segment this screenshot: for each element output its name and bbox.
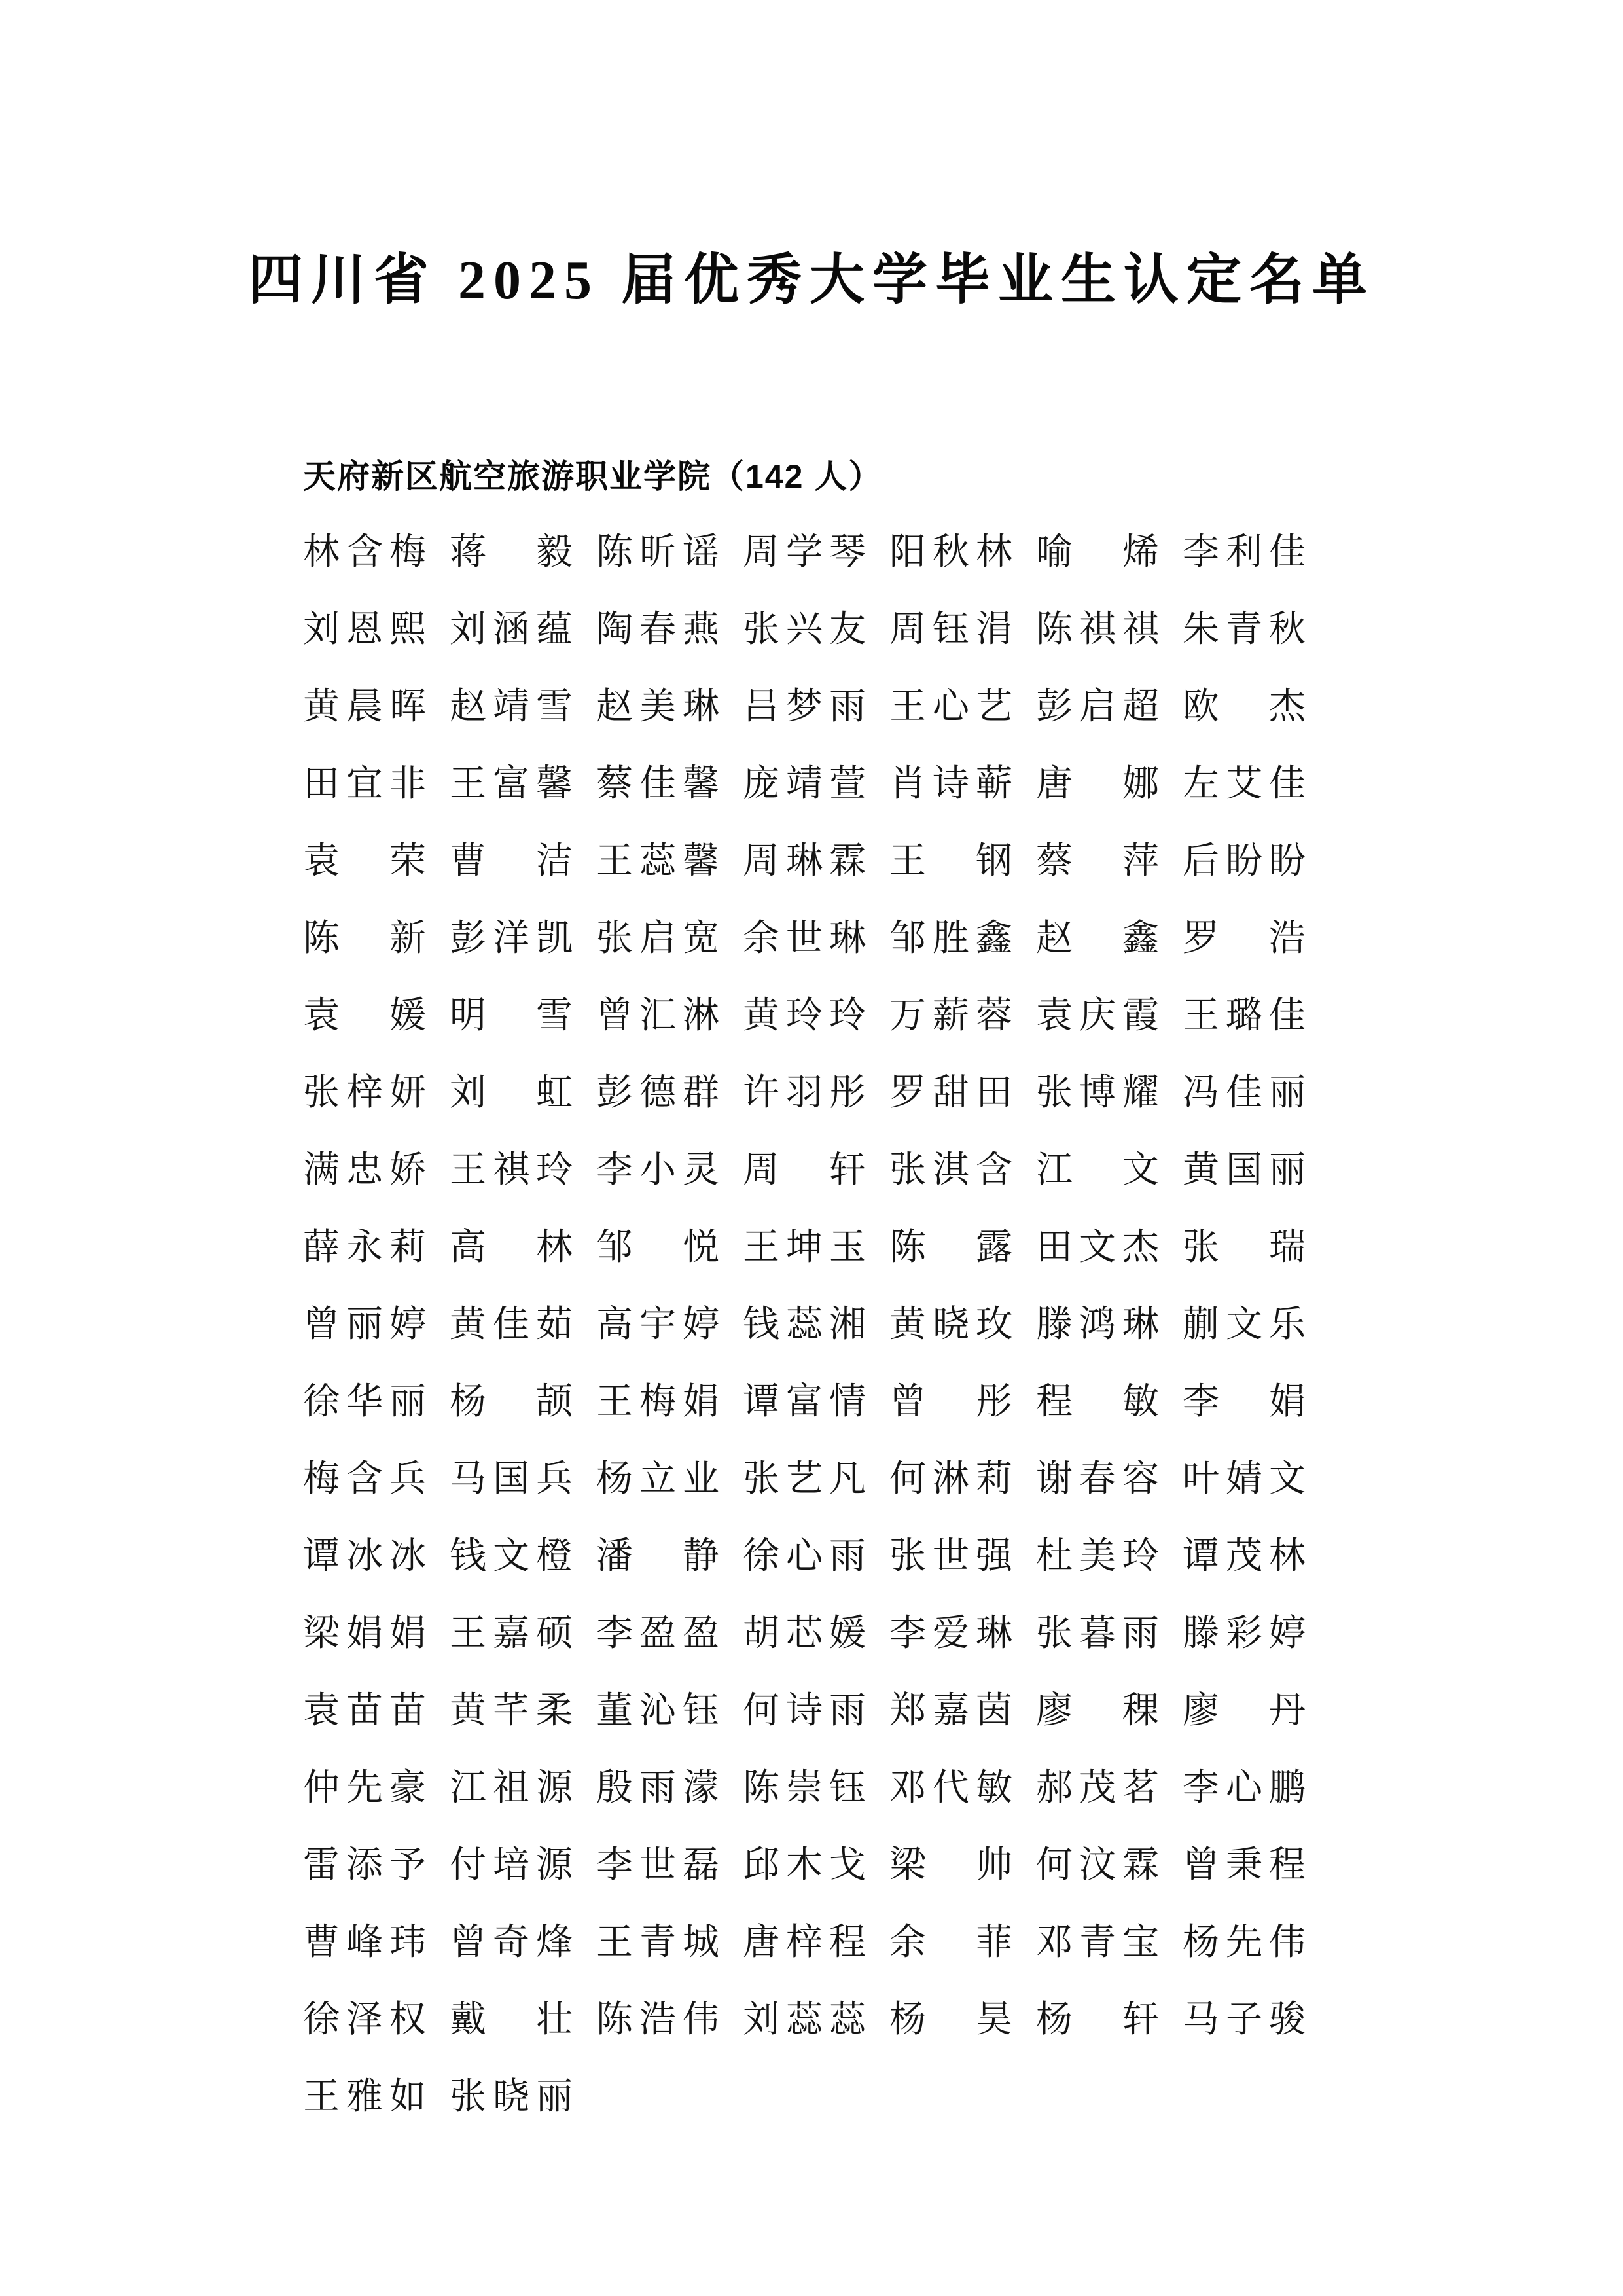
graduate-name: 黄佳茹 [450, 1304, 579, 1345]
graduate-name: 冯佳丽 [1183, 1073, 1312, 1113]
graduate-name: 左艾佳 [1183, 764, 1312, 804]
name-row [303, 1592, 1363, 1669]
graduate-name: 杨先伟 [1183, 1922, 1312, 1963]
graduate-name: 周 轩 [743, 1150, 872, 1191]
name-row [303, 819, 1363, 897]
graduate-name: 高宇婷 [596, 1304, 726, 1345]
name-row [303, 665, 1363, 742]
graduate-name: 张兴友 [743, 609, 872, 650]
graduate-name: 徐心雨 [743, 1536, 872, 1577]
graduate-name: 余 菲 [889, 1922, 1019, 1963]
graduate-name: 廖 稞 [1036, 1691, 1166, 1731]
graduate-name: 吕梦雨 [743, 687, 872, 727]
graduate-name: 谭冰冰 [303, 1536, 433, 1577]
graduate-name: 王祺玲 [450, 1150, 579, 1191]
graduate-name: 赵 鑫 [1036, 918, 1166, 959]
graduate-name: 庞靖萱 [743, 764, 872, 804]
graduate-name: 唐 娜 [1036, 764, 1166, 804]
graduate-name: 李心鹏 [1183, 1768, 1312, 1808]
graduate-name: 何诗雨 [743, 1691, 872, 1731]
graduate-name: 明 雪 [450, 996, 579, 1036]
graduate-name: 殷雨濛 [596, 1768, 726, 1808]
graduate-name: 邱木戈 [743, 1845, 872, 1886]
graduate-name: 李利佳 [1183, 532, 1312, 573]
name-row [303, 1746, 1363, 1823]
graduate-name: 陈浩伟 [596, 2000, 726, 2040]
graduate-name: 廖 丹 [1183, 1691, 1312, 1731]
graduate-name: 杨 轩 [1036, 2000, 1166, 2040]
graduate-name: 赵靖雪 [450, 687, 579, 727]
graduate-name: 郑嘉茵 [889, 1691, 1019, 1731]
graduate-name: 唐梓程 [743, 1922, 872, 1963]
name-row [303, 1360, 1363, 1437]
graduate-name: 徐泽权 [303, 2000, 433, 2040]
graduate-name: 朱青秋 [1183, 609, 1312, 650]
graduate-name: 许羽彤 [743, 1073, 872, 1113]
graduate-name: 王蕊馨 [596, 841, 726, 882]
graduate-name: 袁 荣 [303, 841, 433, 882]
graduate-name: 董沁钰 [596, 1691, 726, 1731]
name-row [303, 1669, 1363, 1746]
graduate-name: 黄玲玲 [743, 996, 872, 1036]
graduate-name: 杨立业 [596, 1459, 726, 1499]
graduate-name: 徐华丽 [303, 1382, 433, 1422]
graduate-name: 陈崇钰 [743, 1768, 872, 1808]
graduate-name: 后盼盼 [1183, 841, 1312, 882]
graduate-name: 罗 浩 [1183, 918, 1312, 959]
graduate-name: 曾 彤 [889, 1382, 1019, 1422]
name-row [303, 742, 1363, 819]
graduate-name: 胡芯媛 [743, 1613, 872, 1654]
graduate-name: 喻 烯 [1036, 532, 1166, 573]
graduate-name: 王 钢 [889, 841, 1019, 882]
graduate-name: 陈祺祺 [1036, 609, 1166, 650]
graduate-name: 张世强 [889, 1536, 1019, 1577]
graduate-name: 曾汇淋 [596, 996, 726, 1036]
graduate-name: 潘 静 [596, 1536, 726, 1577]
graduate-name: 刘涵蕴 [450, 609, 579, 650]
graduate-name: 曾丽婷 [303, 1304, 433, 1345]
graduate-name: 曾秉程 [1183, 1845, 1312, 1886]
graduate-name: 高 林 [450, 1227, 579, 1268]
graduate-name: 张梓妍 [303, 1073, 433, 1113]
graduate-name: 江祖源 [450, 1768, 579, 1808]
name-row [303, 511, 1363, 588]
name-row [303, 2055, 1363, 2132]
graduate-name: 滕彩婷 [1183, 1613, 1312, 1654]
graduate-name: 江 文 [1036, 1150, 1166, 1191]
graduate-name: 黄国丽 [1183, 1150, 1312, 1191]
graduate-name: 钱文橙 [450, 1536, 579, 1577]
name-row [303, 1206, 1363, 1283]
graduate-name: 王青城 [596, 1922, 726, 1963]
graduate-name: 张启宽 [596, 918, 726, 959]
graduate-name: 张淇含 [889, 1150, 1019, 1191]
graduate-name: 薛永莉 [303, 1227, 433, 1268]
graduate-name: 杨 昊 [889, 2000, 1019, 2040]
graduate-name: 袁苗苗 [303, 1691, 433, 1731]
graduate-name: 邹胜鑫 [889, 918, 1019, 959]
graduate-name: 周学琴 [743, 532, 872, 573]
graduate-name: 马子骏 [1183, 2000, 1312, 2040]
graduate-name: 王坤玉 [743, 1227, 872, 1268]
graduate-name: 罗甜田 [889, 1073, 1019, 1113]
graduate-name: 彭洋凯 [450, 918, 579, 959]
graduate-name: 王梅娟 [596, 1382, 726, 1422]
graduate-name: 邹 悦 [596, 1227, 726, 1268]
graduate-name: 蔡佳馨 [596, 764, 726, 804]
graduate-name: 蔡 萍 [1036, 841, 1166, 882]
graduate-name: 张暮雨 [1036, 1613, 1166, 1654]
graduate-name: 袁庆霞 [1036, 996, 1166, 1036]
graduate-name: 戴 壮 [450, 2000, 579, 2040]
name-row [303, 897, 1363, 974]
graduate-name: 谢春容 [1036, 1459, 1166, 1499]
graduate-name: 周琳霖 [743, 841, 872, 882]
graduate-name: 王嘉硕 [450, 1613, 579, 1654]
graduate-name: 赵美琳 [596, 687, 726, 727]
graduate-name: 滕鸿琳 [1036, 1304, 1166, 1345]
name-row [303, 1437, 1363, 1515]
graduate-name: 袁 媛 [303, 996, 433, 1036]
school-section-heading: 天府新区航空旅游职业学院（142 人） [303, 458, 883, 495]
graduate-name: 陈昕谣 [596, 532, 726, 573]
graduate-name: 李 娟 [1183, 1382, 1312, 1422]
graduate-name: 付培源 [450, 1845, 579, 1886]
graduate-name: 王璐佳 [1183, 996, 1312, 1036]
graduate-name: 曹峰玮 [303, 1922, 433, 1963]
graduate-name: 谭茂林 [1183, 1536, 1312, 1577]
graduate-name: 张 瑞 [1183, 1227, 1312, 1268]
graduate-name: 王雅如 [303, 2077, 433, 2117]
name-row [303, 1978, 1363, 2055]
graduate-name: 阳秋林 [889, 532, 1019, 573]
graduate-name: 田宜非 [303, 764, 433, 804]
graduate-name: 欧 杰 [1183, 687, 1312, 727]
graduate-name: 雷添予 [303, 1845, 433, 1886]
graduate-name: 邓青宝 [1036, 1922, 1166, 1963]
graduate-name: 田文杰 [1036, 1227, 1166, 1268]
name-row [303, 588, 1363, 665]
graduate-name: 刘 虹 [450, 1073, 579, 1113]
graduate-name: 谭富情 [743, 1382, 872, 1422]
graduate-name: 满忠娇 [303, 1150, 433, 1191]
graduate-name: 肖诗蕲 [889, 764, 1019, 804]
graduate-name: 仲先豪 [303, 1768, 433, 1808]
graduate-name-grid [303, 511, 1363, 2132]
graduate-name: 李小灵 [596, 1150, 726, 1191]
graduate-name: 李世磊 [596, 1845, 726, 1886]
graduate-name: 王心艺 [889, 687, 1019, 727]
graduate-name: 何汶霖 [1036, 1845, 1166, 1886]
graduate-name: 梅含兵 [303, 1459, 433, 1499]
graduate-name: 周钰涓 [889, 609, 1019, 650]
graduate-name: 蒯文乐 [1183, 1304, 1312, 1345]
graduate-name: 张艺凡 [743, 1459, 872, 1499]
graduate-name: 彭启超 [1036, 687, 1166, 727]
name-row [303, 1823, 1363, 1901]
graduate-name: 李爱琳 [889, 1613, 1019, 1654]
graduate-name: 万薪蓉 [889, 996, 1019, 1036]
name-row [303, 1901, 1363, 1978]
name-row [303, 1051, 1363, 1128]
name-row [303, 974, 1363, 1051]
graduate-name: 张晓丽 [450, 2077, 579, 2117]
graduate-name: 曹 洁 [450, 841, 579, 882]
graduate-name: 陶春燕 [596, 609, 726, 650]
graduate-name: 林含梅 [303, 532, 433, 573]
graduate-name: 曾奇烽 [450, 1922, 579, 1963]
graduate-name: 梁娟娟 [303, 1613, 433, 1654]
graduate-name: 王富馨 [450, 764, 579, 804]
graduate-name: 钱蕊湘 [743, 1304, 872, 1345]
graduate-name: 邓代敏 [889, 1768, 1019, 1808]
graduate-name: 刘蕊蕊 [743, 2000, 872, 2040]
graduate-name: 黄芊柔 [450, 1691, 579, 1731]
name-row [303, 1515, 1363, 1592]
graduate-name: 何淋莉 [889, 1459, 1019, 1499]
graduate-name: 余世琳 [743, 918, 872, 959]
name-row [303, 1283, 1363, 1360]
page-title: 四川省 2025 届优秀大学毕业生认定名单 [247, 250, 1375, 311]
graduate-name: 李盈盈 [596, 1613, 726, 1654]
graduate-name: 黄晨晖 [303, 687, 433, 727]
graduate-name: 郝茂茗 [1036, 1768, 1166, 1808]
graduate-name: 程 敏 [1036, 1382, 1166, 1422]
graduate-name: 陈 露 [889, 1227, 1019, 1268]
graduate-name: 叶婧文 [1183, 1459, 1312, 1499]
graduate-name: 杨 颉 [450, 1382, 579, 1422]
graduate-name: 黄晓玫 [889, 1304, 1019, 1345]
graduate-name: 陈 新 [303, 918, 433, 959]
name-row [303, 1128, 1363, 1206]
graduate-name: 张博耀 [1036, 1073, 1166, 1113]
graduate-name: 杜美玲 [1036, 1536, 1166, 1577]
graduate-name: 蒋 毅 [450, 532, 579, 573]
graduate-name: 梁 帅 [889, 1845, 1019, 1886]
graduate-name: 彭德群 [596, 1073, 726, 1113]
graduate-name: 马国兵 [450, 1459, 579, 1499]
graduate-name: 刘恩熙 [303, 609, 433, 650]
